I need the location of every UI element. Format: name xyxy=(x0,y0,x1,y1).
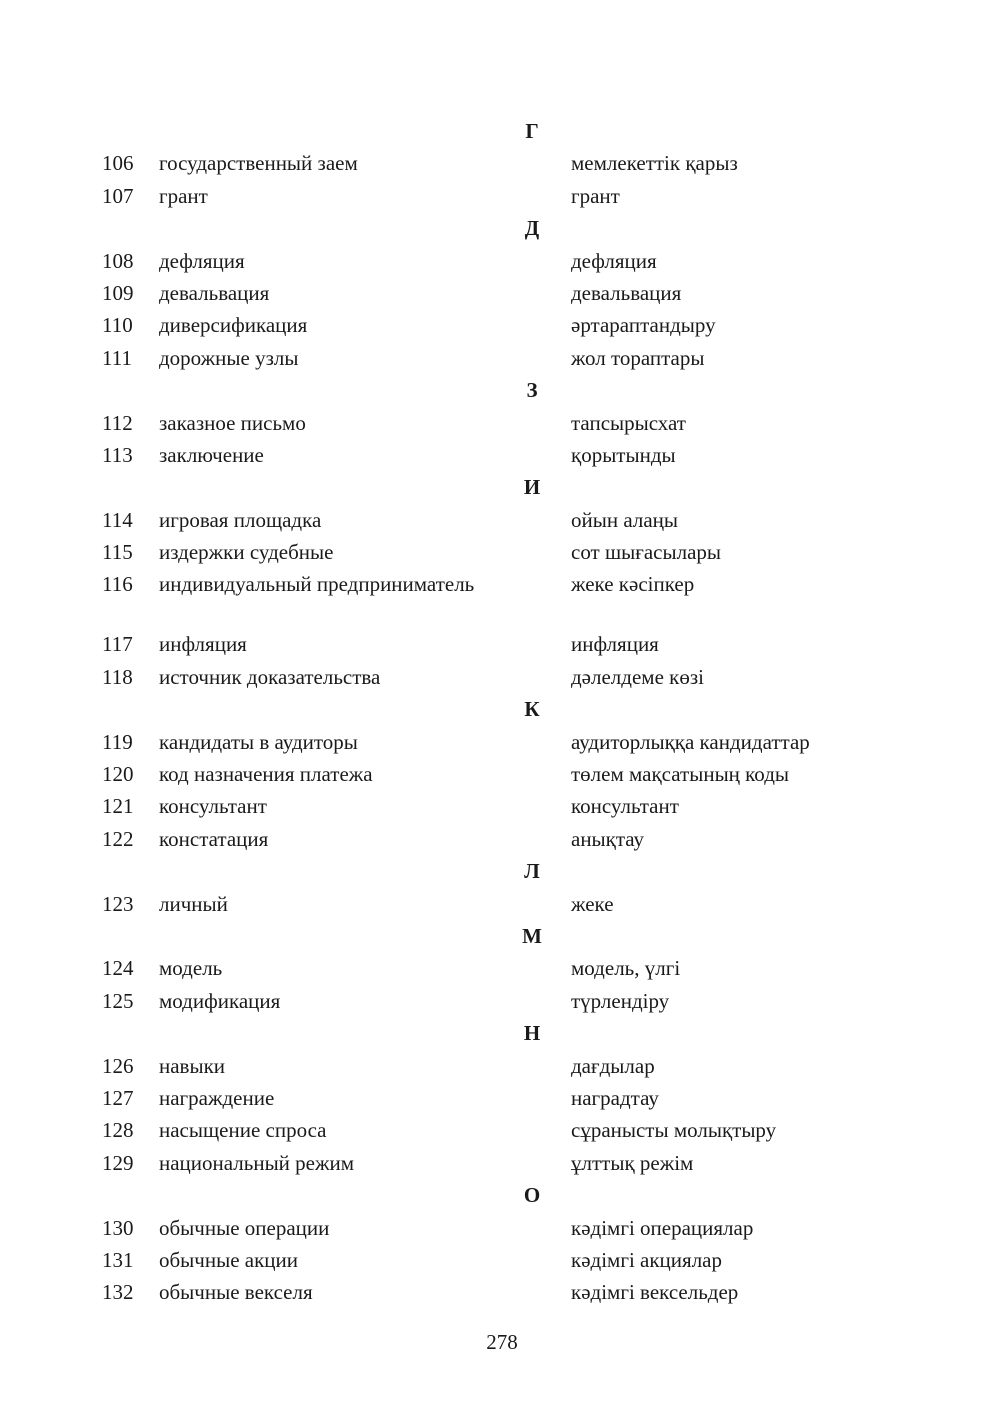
glossary-row xyxy=(0,407,1004,439)
glossary-row xyxy=(0,1082,1004,1114)
russian-term: модификация xyxy=(159,988,281,1013)
russian-term: модель xyxy=(159,956,223,981)
russian-term: награждение xyxy=(159,1085,275,1110)
kazakh-term: қорытынды xyxy=(571,442,676,467)
page-number: 278 xyxy=(486,1330,518,1354)
russian-term: обычные операции xyxy=(159,1215,330,1240)
kazakh-term: дағдылар xyxy=(571,1053,655,1078)
entry-number: 124 xyxy=(102,956,134,981)
glossary-row xyxy=(0,536,1004,568)
glossary-row xyxy=(0,1114,1004,1146)
glossary-row xyxy=(0,790,1004,822)
kazakh-term: инфляция xyxy=(571,632,659,657)
glossary-row xyxy=(0,1212,1004,1244)
entry-number: 107 xyxy=(102,183,134,208)
russian-term: навыки xyxy=(159,1053,226,1078)
kazakh-term: төлем мақсатының коды xyxy=(571,762,789,787)
glossary-row xyxy=(0,758,1004,790)
entry-number: 126 xyxy=(102,1053,134,1078)
entry-number: 117 xyxy=(102,632,133,657)
russian-term: насыщение спроса xyxy=(159,1118,327,1143)
russian-term: грант xyxy=(159,183,208,208)
kazakh-term: жол тораптары xyxy=(571,345,705,370)
section-letter: К xyxy=(524,697,540,722)
glossary-row xyxy=(0,180,1004,212)
section-letter: Г xyxy=(525,119,539,143)
russian-term: диверсификация xyxy=(159,313,308,338)
kazakh-term: консультант xyxy=(571,794,679,819)
russian-term: издержки судебные xyxy=(159,540,334,565)
entry-number: 130 xyxy=(102,1215,134,1240)
kazakh-term: сұранысты молықтыру xyxy=(571,1118,777,1143)
russian-term: личный xyxy=(159,891,228,916)
section-letter: О xyxy=(523,1183,541,1208)
kazakh-term: кәдімгі операциялар xyxy=(571,1215,754,1240)
russian-term: консультант xyxy=(159,794,267,819)
entry-number: 121 xyxy=(102,794,134,819)
section-letter: И xyxy=(523,475,541,500)
kazakh-term: тапсырысхат xyxy=(571,410,686,435)
kazakh-term: наградтау xyxy=(571,1085,659,1110)
russian-term: констатация xyxy=(159,826,269,851)
glossary-row xyxy=(0,439,1004,471)
entry-number: 132 xyxy=(102,1280,134,1305)
kazakh-term: кәдімгі акциялар xyxy=(571,1247,722,1272)
section-letter: Н xyxy=(523,1021,541,1046)
glossary-row xyxy=(0,309,1004,341)
russian-term: обычные векселя xyxy=(159,1280,313,1305)
entry-number: 125 xyxy=(102,988,134,1013)
glossary-row xyxy=(0,726,1004,758)
kazakh-term: анықтау xyxy=(571,826,645,851)
section-letter: З xyxy=(526,378,538,403)
entry-number: 116 xyxy=(102,572,133,597)
russian-term: обычные акции xyxy=(159,1247,299,1272)
entry-number: 129 xyxy=(102,1150,134,1175)
glossary-row xyxy=(0,1244,1004,1276)
russian-term: дефляция xyxy=(159,248,245,273)
entry-number: 118 xyxy=(102,664,133,689)
entry-number: 123 xyxy=(102,891,134,916)
russian-term: девальвация xyxy=(159,280,270,305)
kazakh-term: ойын алаңы xyxy=(571,507,678,532)
glossary-entries xyxy=(0,115,1004,1309)
glossary-row xyxy=(0,888,1004,920)
kazakh-term: сот шығасылары xyxy=(571,540,722,565)
russian-term: инфляция xyxy=(159,632,247,657)
entry-number: 112 xyxy=(102,410,133,435)
russian-term: код назначения платежа xyxy=(159,762,373,787)
kazakh-term: дәлелдеме көзі xyxy=(571,664,704,689)
section-letter: М xyxy=(522,923,542,948)
russian-term: индивидуальный предприниматель xyxy=(159,572,475,597)
entry-number: 111 xyxy=(102,345,132,370)
entry-number: 106 xyxy=(102,151,134,176)
section-letter: Л xyxy=(524,859,540,884)
glossary-row xyxy=(0,277,1004,309)
glossary-row xyxy=(0,823,1004,855)
kazakh-term: жеке кәсіпкер xyxy=(571,572,695,597)
entry-number: 108 xyxy=(102,248,134,273)
russian-term: государственный заем xyxy=(159,151,358,176)
glossary-row xyxy=(0,245,1004,277)
glossary-row xyxy=(0,952,1004,984)
kazakh-term: грант xyxy=(571,183,620,208)
entry-number: 127 xyxy=(102,1085,134,1110)
russian-term: национальный режим xyxy=(159,1150,355,1175)
russian-term: заключение xyxy=(159,442,264,467)
kazakh-term: модель, үлгі xyxy=(571,956,681,981)
glossary-row xyxy=(0,147,1004,179)
russian-term: дорожные узлы xyxy=(159,345,299,370)
russian-term: источник доказательства xyxy=(159,664,381,689)
entry-number: 109 xyxy=(102,280,134,305)
glossary-row xyxy=(0,1276,1004,1308)
entry-number: 119 xyxy=(102,729,133,754)
entry-number: 131 xyxy=(102,1247,134,1272)
russian-term: заказное письмо xyxy=(159,410,306,435)
glossary-row xyxy=(0,342,1004,374)
kazakh-term: аудиторлыққа кандидаттар xyxy=(571,729,810,754)
glossary-row xyxy=(0,568,1004,628)
glossary-row xyxy=(0,628,1004,660)
section-letter: Д xyxy=(524,216,540,241)
entry-number: 114 xyxy=(102,507,133,532)
russian-term: кандидаты в аудиторы xyxy=(159,729,358,754)
kazakh-term: әртараптандыру xyxy=(571,313,716,338)
kazakh-term: дефляция xyxy=(571,248,657,273)
glossary-row xyxy=(0,504,1004,536)
entry-number: 120 xyxy=(102,762,134,787)
entry-number: 115 xyxy=(102,540,133,565)
glossary-row xyxy=(0,661,1004,693)
kazakh-term: девальвация xyxy=(571,280,682,305)
kazakh-term: кәдімгі вексельдер xyxy=(571,1280,739,1305)
kazakh-term: ұлттық режім xyxy=(571,1150,694,1175)
entry-number: 110 xyxy=(102,313,133,338)
kazakh-term: түрлендіру xyxy=(571,988,670,1013)
russian-term: игровая площадка xyxy=(159,507,322,532)
glossary-row xyxy=(0,1050,1004,1082)
glossary-row xyxy=(0,1147,1004,1179)
kazakh-term: мемлекеттік қарыз xyxy=(571,151,738,176)
entry-number: 113 xyxy=(102,442,133,467)
glossary-row xyxy=(0,985,1004,1017)
entry-number: 128 xyxy=(102,1118,134,1143)
kazakh-term: жеке xyxy=(571,891,614,916)
entry-number: 122 xyxy=(102,826,134,851)
